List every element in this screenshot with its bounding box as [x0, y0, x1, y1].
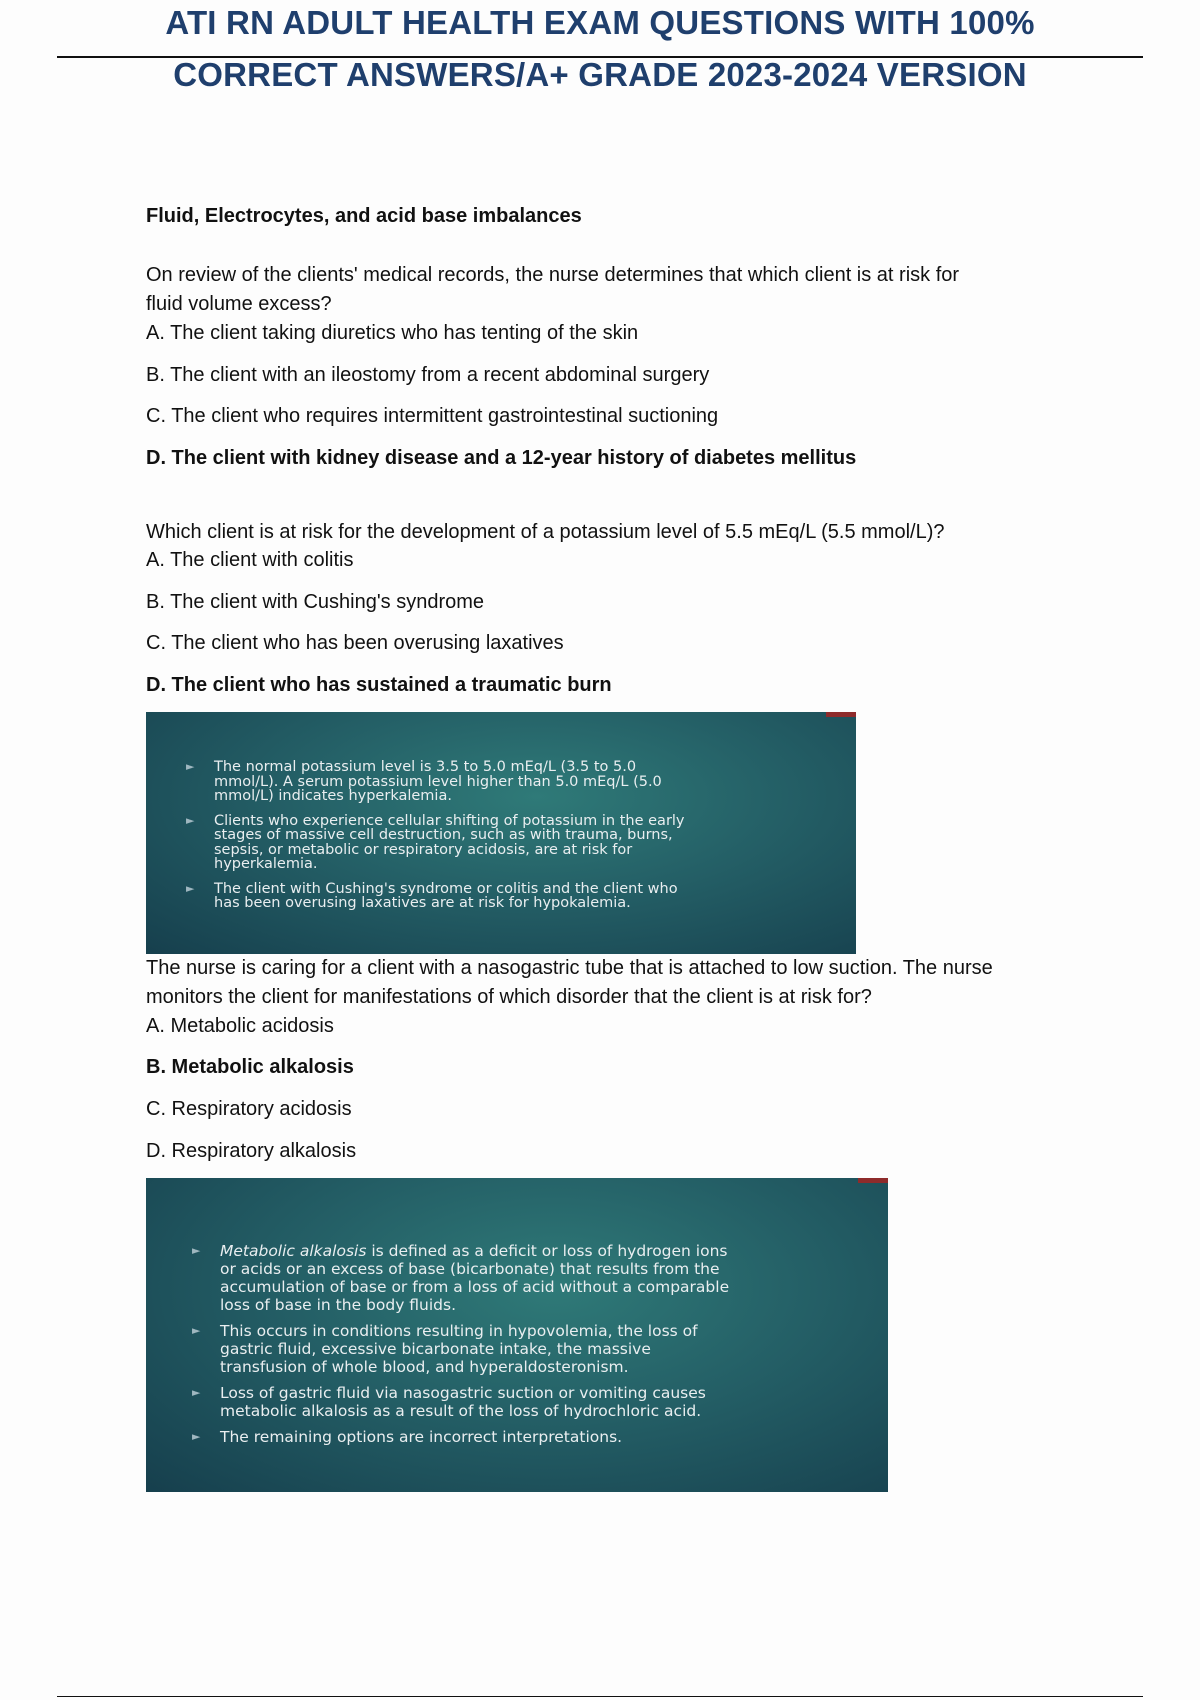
bullet-arrow-icon: ►: [192, 1430, 201, 1443]
bullet-text-line: mmol/L) indicates hyperkalemia.: [214, 788, 452, 804]
bullet-arrow-icon: ►: [186, 813, 195, 827]
rationale-bullet: [186, 882, 836, 911]
bullet-arrow-icon: ►: [192, 1386, 201, 1399]
bullet-text-line: The client with Cushing's syndrome or colitis and the client who: [214, 880, 678, 897]
bullet-text-line: The remaining options are incorrect interpretations.: [220, 1428, 623, 1446]
bullet-text-line: or acids or an excess of base (bicarbonate) that results from the: [220, 1260, 720, 1278]
footer-divider: [57, 1696, 1143, 1697]
question-stem: Which client is at risk for the development of a potassium level of 5.5 mEq/L (5.5 mmol/L)?: [146, 521, 945, 543]
rationale-bullet: [192, 1428, 868, 1446]
section-heading: Fluid, Electrocytes, and acid base imbalances: [146, 205, 582, 227]
bullet-text-line: gastric fluid, excessive bicarbonate intake, the massive: [220, 1340, 651, 1358]
bullet-text-line: mmol/L). A serum potassium level higher than 5.0 mEq/L (5.0: [214, 773, 662, 790]
bullet-text-line: Clients who experience cellular shifting of potassium in the early: [214, 812, 685, 829]
bullet-arrow-icon: ►: [192, 1244, 201, 1257]
answer-option-b: B. The client with an ileostomy from a recent abdominal surgery: [146, 364, 710, 386]
bullet-text-line: sepsis, or metabolic or respiratory acidosis, are at risk for: [214, 841, 633, 858]
bullet-italic-term: Metabolic alkalosis: [220, 1242, 367, 1260]
rationale-slide-2: [146, 1178, 888, 1492]
answer-option-d: D. Respiratory alkalosis: [146, 1140, 357, 1162]
answer-option-c: C. The client who has been overusing laxatives: [146, 632, 564, 654]
document-title-line-2: CORRECT ANSWERS/A+ GRADE 2023-2024 VERSION: [173, 56, 1027, 93]
bullet-arrow-icon: ►: [192, 1324, 201, 1337]
bullet-text-line: loss of base in the body fluids.: [220, 1296, 457, 1314]
rationale-slide-1: [146, 712, 856, 954]
question-stem: fluid volume excess?: [146, 293, 332, 315]
rationale-bullet: [192, 1242, 868, 1314]
bullet-text-line: accumulation of base or from a loss of acid without a comparable: [220, 1278, 730, 1296]
answer-option-b: B. The client with Cushing's syndrome: [146, 591, 485, 613]
question-stem: On review of the clients' medical records, the nurse determines that which client is at risk for: [146, 264, 960, 286]
bullet-text-line: Loss of gastric fluid via nasogastric suction or vomiting causes: [220, 1384, 706, 1402]
answer-option-a: A. The client taking diuretics who has tenting of the skin: [146, 322, 639, 344]
bullet-text-line: has been overusing laxatives are at risk for hypokalemia.: [214, 895, 631, 911]
bullet-text-line: is defined as a deficit or loss of hydrogen ions: [366, 1242, 728, 1260]
question-stem: monitors the client for manifestations of which disorder that the client is at risk for?: [146, 986, 872, 1008]
bullet-arrow-icon: ►: [186, 881, 195, 895]
rationale-bullet: [192, 1384, 868, 1420]
rationale-bullet-list: [192, 1242, 868, 1446]
slide-accent-bar: [826, 712, 856, 717]
rationale-bullet: [192, 1322, 868, 1376]
slide-accent-bar: [858, 1178, 888, 1183]
bullet-arrow-icon: ►: [186, 760, 195, 773]
answer-option-d-correct: D. The client with kidney disease and a 12-year history of diabetes mellitus: [146, 447, 857, 469]
bullet-text-line: metabolic alkalosis as a result of the loss of hydrochloric acid.: [220, 1402, 702, 1420]
bullet-text-line: The normal potassium level is 3.5 to 5.0 mEq/L (3.5 to 5.0: [214, 759, 637, 775]
bullet-text-line: stages of massive cell destruction, such as with trauma, burns,: [214, 827, 673, 843]
answer-option-b-correct: B. Metabolic alkalosis: [146, 1056, 354, 1078]
rationale-bullet: [186, 760, 836, 804]
question-stem: The nurse is caring for a client with a nasogastric tube that is attached to low suction. The nurse: [146, 957, 993, 979]
document-title-line-1: ATI RN ADULT HEALTH EXAM QUESTIONS WITH 100%: [165, 4, 1035, 41]
rationale-bullet: [186, 814, 836, 872]
answer-option-c: C. The client who requires intermittent gastrointestinal suctioning: [146, 405, 719, 427]
answer-option-d-correct: D. The client who has sustained a traumatic burn: [146, 674, 612, 696]
bullet-text-line: This occurs in conditions resulting in hypovolemia, the loss of: [220, 1322, 698, 1340]
bullet-text-line: hyperkalemia.: [214, 856, 318, 872]
answer-option-a: A. Metabolic acidosis: [146, 1015, 334, 1037]
rationale-bullet-list: [186, 760, 836, 911]
answer-option-c: C. Respiratory acidosis: [146, 1098, 352, 1120]
answer-option-a: A. The client with colitis: [146, 549, 354, 571]
bullet-text-line: transfusion of whole blood, and hyperaldosteronism.: [220, 1358, 629, 1376]
